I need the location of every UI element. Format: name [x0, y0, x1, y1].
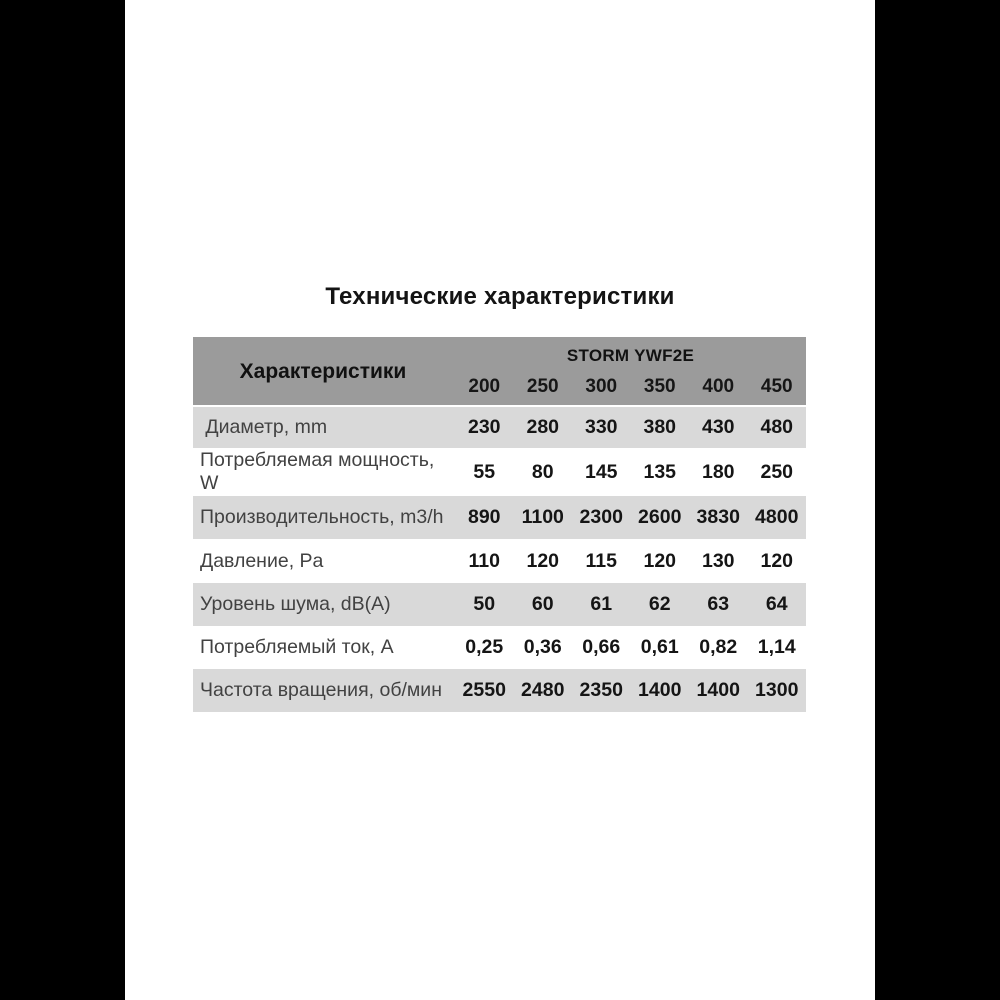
letterbox-left [0, 0, 125, 1000]
cell-value: 145 [584, 460, 618, 483]
cell-value: 2350 [579, 679, 623, 701]
cell-value: 61 [590, 593, 613, 615]
cell-value: 60 [531, 593, 554, 615]
table-row-airflow [193, 496, 806, 539]
cell-value: 64 [765, 593, 788, 615]
cell-value: 2300 [579, 506, 623, 528]
cell-value: 0,82 [699, 636, 738, 658]
cell-value: 1400 [638, 679, 682, 701]
row-label: Частота вращения, об/мин [200, 679, 442, 701]
size-column-header: 350 [643, 376, 676, 397]
content-area [125, 0, 875, 1000]
table-row-diameter [193, 407, 806, 448]
row-label: Уровень шума, dB(A) [200, 593, 391, 615]
row-label: Давление, Pa [200, 549, 324, 572]
cell-value: 890 [467, 506, 501, 528]
cell-value: 1400 [696, 679, 740, 701]
table-row-rpm [193, 669, 806, 712]
table-row-power [193, 448, 806, 496]
cell-value: 0,25 [465, 636, 504, 658]
size-column-header: 250 [526, 376, 559, 397]
row-label: Диаметр, mm [200, 416, 328, 438]
cell-value: 50 [473, 593, 496, 615]
cell-value: 480 [760, 416, 794, 438]
cell-value: 250 [760, 460, 794, 483]
cell-value: 0,66 [582, 636, 621, 658]
size-column-header: 400 [702, 376, 735, 397]
row-label: Потребляемый ток, А [200, 636, 394, 658]
column-group [455, 337, 806, 405]
cell-value: 1,14 [757, 636, 796, 658]
row-label: Производительность, m3/h [200, 506, 444, 528]
page-title: Технические характеристики [325, 283, 675, 310]
cell-value: 380 [643, 416, 677, 438]
cell-value: 4800 [755, 506, 799, 528]
cell-value: 430 [701, 416, 735, 438]
cell-value: 1300 [755, 679, 799, 701]
cell-value: 135 [643, 460, 677, 483]
cell-value: 115 [585, 549, 617, 572]
cell-value: 1100 [521, 506, 564, 528]
cell-value: 80 [531, 460, 554, 483]
cell-value: 130 [701, 549, 735, 572]
cell-value: 2480 [521, 679, 565, 701]
table-header-row [193, 337, 806, 407]
cell-value: 2550 [462, 679, 506, 701]
cell-value: 63 [707, 593, 730, 615]
size-column-header: 300 [585, 376, 618, 397]
spec-table [193, 337, 806, 712]
cell-value: 55 [473, 460, 496, 483]
cell-value: 0,36 [523, 636, 562, 658]
letterbox-right [875, 0, 1000, 1000]
cell-value: 230 [467, 416, 501, 438]
cell-value: 62 [648, 593, 671, 615]
table-row-current [193, 626, 806, 669]
cell-value: 3830 [696, 506, 740, 528]
cell-value: 2600 [638, 506, 682, 528]
cell-value: 180 [701, 460, 735, 483]
cell-value: 120 [760, 549, 794, 572]
cell-value: 280 [526, 416, 560, 438]
cell-value: 330 [584, 416, 618, 438]
table-row-pressure [193, 539, 806, 583]
row-label: Потребляемая мощность, W [200, 449, 440, 494]
size-header-row [455, 376, 806, 398]
column-header-characteristics: Характеристики [239, 359, 407, 383]
table-row-noise [193, 583, 806, 626]
column-group-header: STORM YWF2E [566, 346, 695, 365]
cell-value: 0,61 [640, 636, 679, 658]
cell-value: 120 [526, 549, 560, 572]
cell-value: 120 [643, 549, 677, 572]
size-column-header: 450 [760, 376, 793, 397]
cell-value: 110 [468, 549, 500, 572]
size-column-header: 200 [468, 376, 501, 397]
